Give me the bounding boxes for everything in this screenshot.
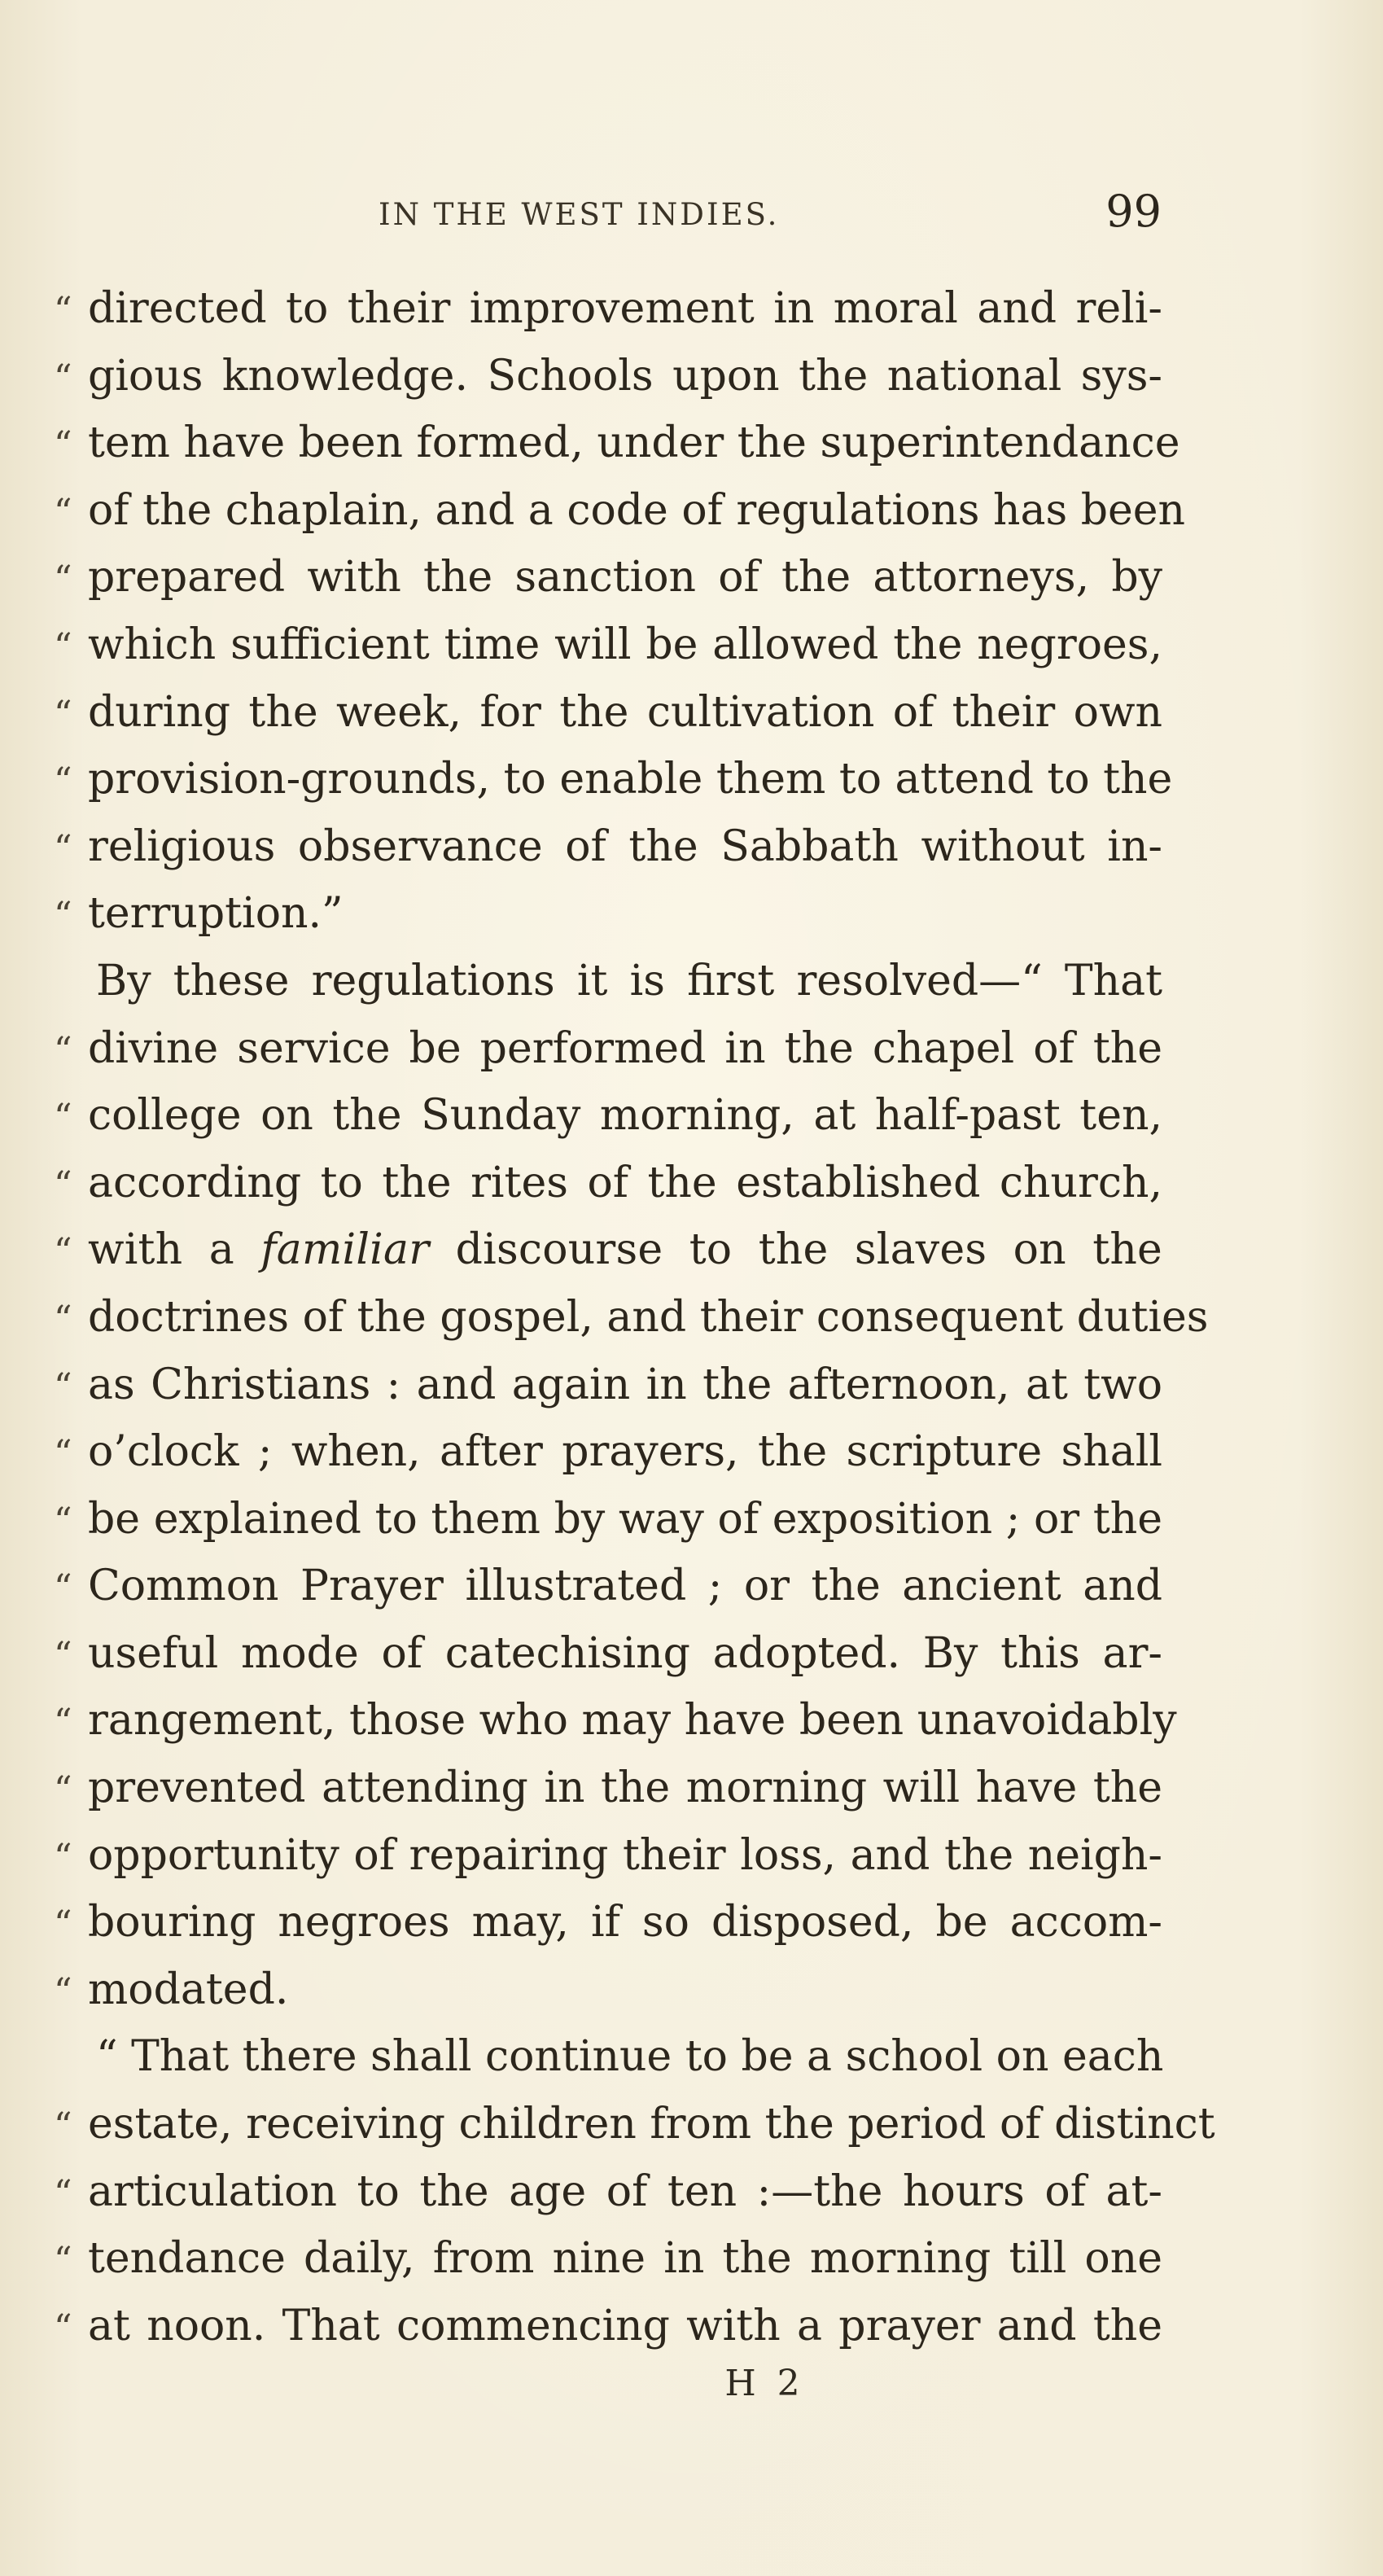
line-text: college on the Sunday morning, at half-past ten, (88, 1091, 1162, 1141)
text-line (55, 2023, 1162, 2091)
line-text-part: with a (88, 1225, 261, 1275)
line-text: prevented attending in the morning will have the (88, 1763, 1162, 1813)
text-line: “ modated. (55, 1956, 1162, 2024)
line-text: according to the rites of the established church, (88, 1158, 1162, 1207)
text-line: “ which sufficient time will be allowed the negroes, (55, 611, 1162, 679)
text-line: “ according to the rites of the established church, (55, 1150, 1162, 1217)
text-line: “ gious knowledge. Schools upon the national sys- (55, 343, 1162, 410)
line-text: be explained to them by way of exposition ; or the (88, 1494, 1162, 1544)
line-text: gious knowledge. Schools upon the national sys- (88, 351, 1162, 401)
text-line: “ at noon. That commencing with a prayer and the (55, 2293, 1162, 2360)
text-line: “ o’clock ; when, after prayers, the scripture shall (55, 1418, 1162, 1486)
line-text: By these regulations it is first resolved—“ That (96, 956, 1162, 1005)
line-text (55, 1216, 1162, 1284)
page-number: 99 (1105, 186, 1162, 237)
line-text: Common Prayer illustrated ; or the ancient and (88, 1562, 1162, 1611)
text-line: “ during the week, for the cultivation of their own (55, 679, 1162, 747)
text-line: “ prepared with the sanction of the attorneys, by (55, 544, 1162, 611)
italic-word: familiar (260, 1225, 430, 1275)
line-text: which sufficient time will be allowed the negroes, (88, 620, 1162, 669)
text-line: “ doctrines of the gospel, and their consequent duties (55, 1284, 1162, 1352)
line-text: provision-grounds, to enable them to attend to the (88, 755, 1173, 804)
text-line: “ prevented attending in the morning will have the (55, 1755, 1162, 1822)
line-text: useful mode of catechising adopted. By this ar- (88, 1628, 1162, 1678)
line-text: as Christians : and again in the afternoon, at two (88, 1360, 1162, 1409)
signature-mark (0, 2363, 1383, 2404)
line-text: modated. (88, 1965, 289, 2014)
text-line: “ bouring negroes may, if so disposed, be accom- (55, 1889, 1162, 1956)
text-line: “ tem have been formed, under the superintendance (55, 410, 1162, 477)
line-text: of the chaplain, and a code of regulations has been (88, 485, 1186, 535)
text-line: “ provision-grounds, to enable them to attend to the (55, 746, 1162, 813)
running-head: IN THE WEST INDIES. (379, 197, 780, 232)
line-text-part: discourse to the slaves on the (429, 1225, 1162, 1275)
text-line: “ divine service be performed in the chapel of the (55, 1015, 1162, 1083)
body-text (54, 275, 1215, 2359)
line-text: estate, receiving children from the period of distinct (88, 2100, 1215, 2149)
line-text: religious observance of the Sabbath without in- (88, 821, 1162, 871)
text-line: “ tendance daily, from nine in the morning till one (55, 2225, 1162, 2293)
text-line (55, 948, 1162, 1015)
line-text: prepared with the sanction of the attorneys, by (88, 553, 1162, 602)
line-text: tendance daily, from nine in the morning till one (88, 2234, 1162, 2284)
text-line: “ terruption.” (55, 880, 1162, 948)
text-line: “ with a familiar discourse to the slaves on the (55, 1216, 1162, 1284)
text-line: “ as Christians : and again in the afternoon, at two (55, 1352, 1162, 1419)
text-line: “ directed to their improvement in moral and reli- (55, 275, 1162, 343)
page-header (0, 186, 1383, 251)
line-text: terruption.” (88, 889, 344, 939)
line-text: o’clock ; when, after prayers, the scripture shall (88, 1427, 1162, 1477)
line-text: opportunity of repairing their loss, and the neigh- (88, 1830, 1162, 1880)
text-line: “ Common Prayer illustrated ; or the ancient and (55, 1553, 1162, 1620)
text-line: “ useful mode of catechising adopted. By this ar- (55, 1620, 1162, 1688)
line-text: rangement, those who may have been unavoidably (88, 1696, 1177, 1746)
text-line: “ estate, receiving children from the period of distinct (55, 2091, 1162, 2158)
text-line: “ articulation to the age of ten :—the hours of at- (55, 2158, 1162, 2226)
line-text: tem have been formed, under the superintendance (88, 418, 1180, 468)
text-line: “ opportunity of repairing their loss, and the neigh- (55, 1822, 1162, 1890)
text-line: “ college on the Sunday morning, at half-past ten, (55, 1082, 1162, 1150)
line-text: directed to their improvement in moral and reli- (88, 284, 1162, 333)
text-line: “ of the chaplain, and a code of regulations has been (55, 477, 1162, 545)
text-line: “ rangement, those who may have been unavoidably (55, 1687, 1162, 1755)
text-line: “ be explained to them by way of exposition ; or the (55, 1486, 1162, 1553)
line-text: “ That there shall continue to be a school on each (96, 2032, 1164, 2082)
line-text: during the week, for the cultivation of their own (88, 687, 1162, 737)
line-text: bouring negroes may, if so disposed, be accom- (88, 1898, 1162, 1947)
line-text: at noon. That commencing with a prayer and the (88, 2301, 1162, 2350)
line-text: doctrines of the gospel, and their consequent duties (88, 1292, 1209, 1342)
signature-text: H 2 (724, 2363, 805, 2404)
line-text: divine service be performed in the chapel of the (88, 1023, 1162, 1073)
text-line: “ religious observance of the Sabbath without in- (55, 813, 1162, 881)
line-text: articulation to the age of ten :—the hours of at- (88, 2166, 1162, 2216)
